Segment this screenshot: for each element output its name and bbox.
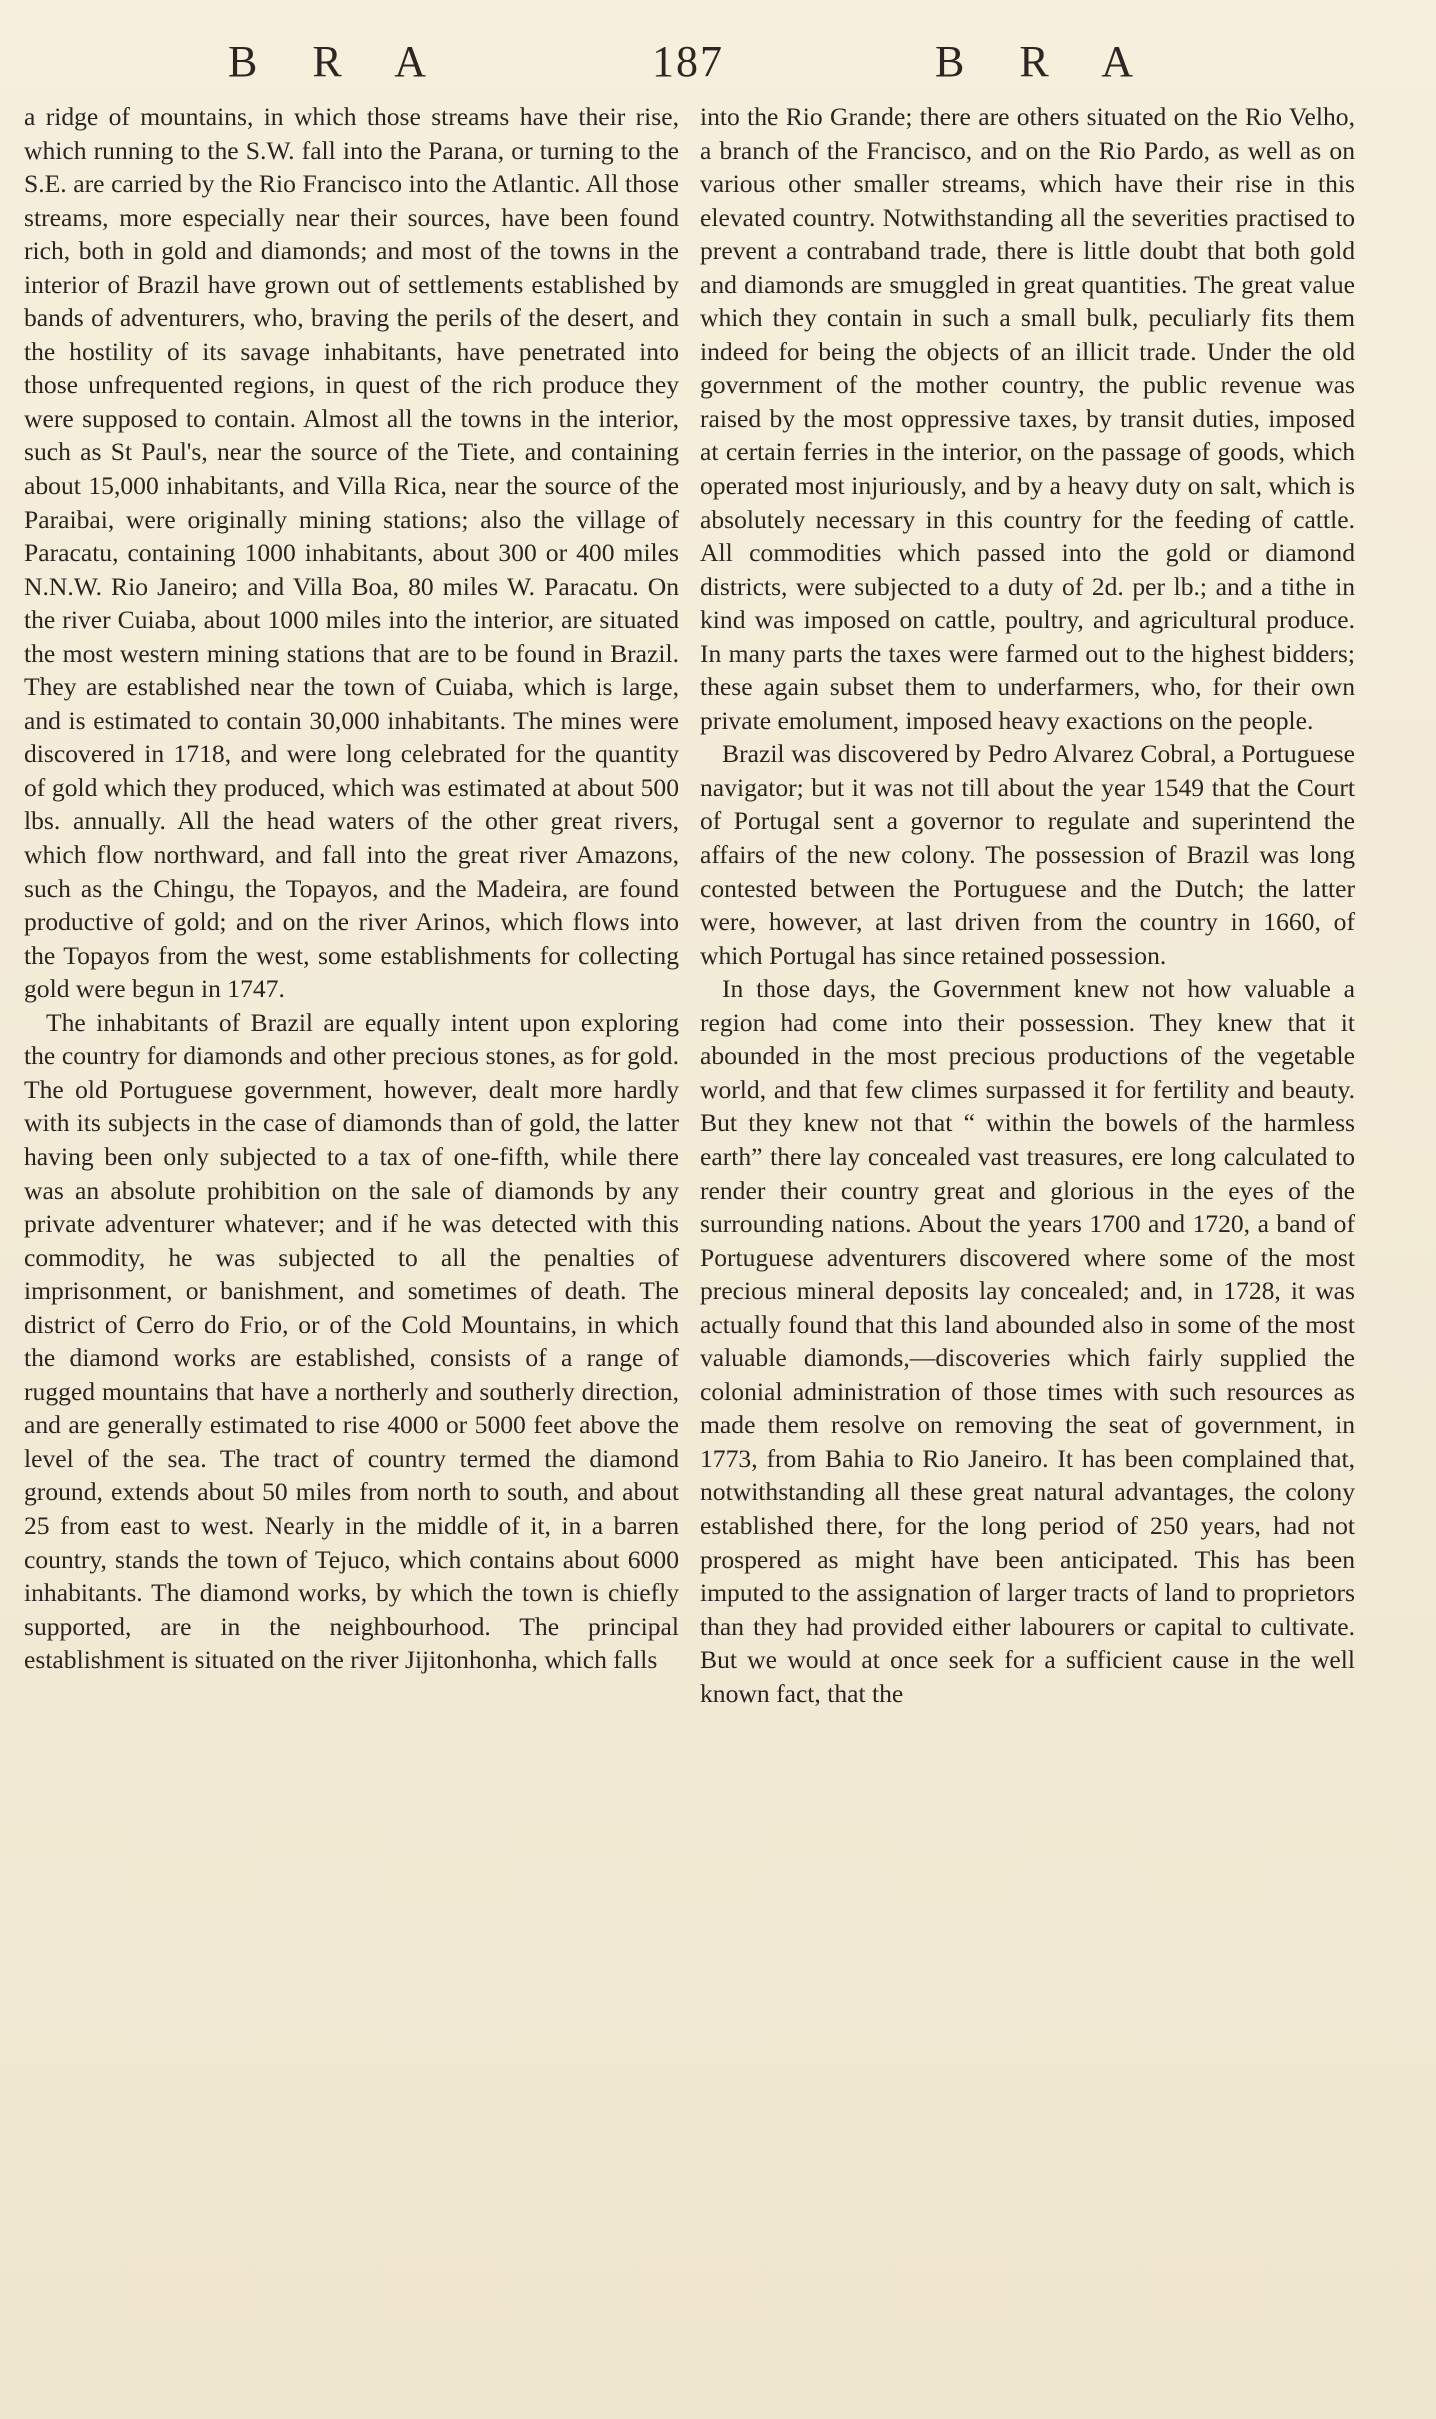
- paragraph: into the Rio Grande; there are others situated on the Rio Velho, a branch of the Francisco, and on the Rio Pardo, as well as on various other smaller streams, which have their rise in this elevated country. Notwithstanding all the severities practised to prevent a contraband trade, there is little doubt that both gold and diamonds are smuggled in great quantities. The great value which they contain in such a small bulk, peculiarly fits them indeed for being the objects of an illicit trade. Under the old government of the mother country, the public revenue was raised by the most oppressive taxes, by transit duties, imposed at certain ferries in the interior, on the passage of goods, which operated most injuriously, and by a heavy duty on salt, which is absolutely necessary in this country for the feeding of cattle. All commodities which passed into the gold or diamond districts, were subjected to a duty of 2d. per lb.; and a tithe in kind was imposed on cattle, poultry, and agricultural produce. In many parts the taxes were farmed out to the highest bidders; these again subset them to underfarmers, who, for their own private emolument, imposed heavy exactions on the people.: [700, 102, 1355, 735]
- left-column: [24, 100, 679, 1677]
- paragraph: Brazil was discovered by Pedro Alvarez Cobral, a Portuguese navigator; but it was not till about the year 1549 that the Court of Portugal sent a governor to regulate and superintend the affairs of the new colony. The possession of Brazil was long contested between the Portuguese and the Dutch; the latter were, however, at last driven from the country in 1660, of which Portugal has since retained possession.: [700, 739, 1355, 970]
- paragraph: a ridge of mountains, in which those streams have their rise, which running to the S.W. fall into the Parana, or turning to the S.E. are carried by the Rio Francisco into the Atlantic. All those streams, more especially near their sources, have been found rich, both in gold and diamonds; and most of the towns in the interior of Brazil have grown out of settlements established by bands of adventurers, who, braving the perils of the desert, and the hostility of its savage inhabitants, have penetrated into those unfrequented regions, in quest of the rich produce they were supposed to contain. Almost all the towns in the interior, such as St Paul's, near the source of the Tiete, and containing about 15,000 inhabitants, and Villa Rica, near the source of the Paraibai, were originally mining stations; also the village of Paracatu, containing 1000 inhabitants, about 300 or 400 miles N.N.W. Rio Janeiro; and Villa Boa, 80 miles W. Paracatu. On the river Cuiaba, about 1000 miles into the interior, are situated the most western mining stations that are to be found in Brazil. They are established near the town of Cuiaba, which is large, and is estimated to contain 30,000 inhabitants. The mines were discovered in 1718, and were long celebrated for the quantity of gold which they produced, which was estimated at about 500 lbs. annually. All the head waters of the other great rivers, which flow northward, and fall into the great river Amazons, such as the Chingu, the Topayos, and the Madeira, are found productive of gold; and on the river Arinos, which flows into the Topayos from the west, some establishments for collecting gold were begun in 1747.: [24, 102, 679, 1004]
- right-column: [700, 100, 1355, 1710]
- page-number: 187: [652, 37, 724, 86]
- paragraph: The inhabitants of Brazil are equally intent upon exploring the country for diamonds and other precious stones, as for gold. The old Portuguese government, however, dealt more hardly with its subjects in the case of diamonds than of gold, the latter having been only subjected to a tax of one-fifth, while there was an absolute prohibition on the sale of diamonds by any private adventurer whatever; and if he was detected with this commodity, he was subjected to all the penalties of imprisonment, or banishment, and sometimes of death. The district of Cerro do Frio, or of the Cold Mountains, in which the diamond works are established, consists of a range of rugged mountains that have a northerly and southerly direction, and are generally estimated to rise 4000 or 5000 feet above the level of the sea. The tract of country termed the diamond ground, extends about 50 miles from north to south, and about 25 from east to west. Nearly in the middle of it, in a barren country, stands the town of Tejuco, which contains about 6000 inhabitants. The diamond works, by which the town is chiefly supported, are in the neighbourhood. The principal establishment is situated on the river Jijitonhonha, which falls: [24, 1007, 679, 1675]
- running-head-left: B R A: [228, 37, 449, 86]
- paragraph: In those days, the Government knew not how valuable a region had come into their possession. They knew that it abounded in the most precious productions of the vegetable world, and that few climes surpassed it for fertility and beauty. But they knew not that “ within the bowels of the harmless earth” there lay concealed vast treasures, ere long calculated to render their country great and glorious in the eyes of the surrounding nations. About the years 1700 and 1720, a band of Portuguese adventurers discovered where some of the most precious mineral deposits lay concealed; and, in 1728, it was actually found that this land abounded also in some of the most valuable diamonds,—discoveries which fairly supplied the colonial administration of those times with such resources as made them resolve on removing the seat of government, in 1773, from Bahia to Rio Janeiro. It has been complained that, notwithstanding all these great natural advantages, the colony established there, for the long period of 250 years, had not prospered as might have been anticipated. This has been imputed to the assignation of larger tracts of land to proprietors than they had provided either labourers or capital to cultivate. But we would at once seek for a sufficient cause in the well known fact, that the: [700, 974, 1355, 1708]
- running-head: [0, 36, 1436, 96]
- running-head-right: B R A: [935, 37, 1156, 86]
